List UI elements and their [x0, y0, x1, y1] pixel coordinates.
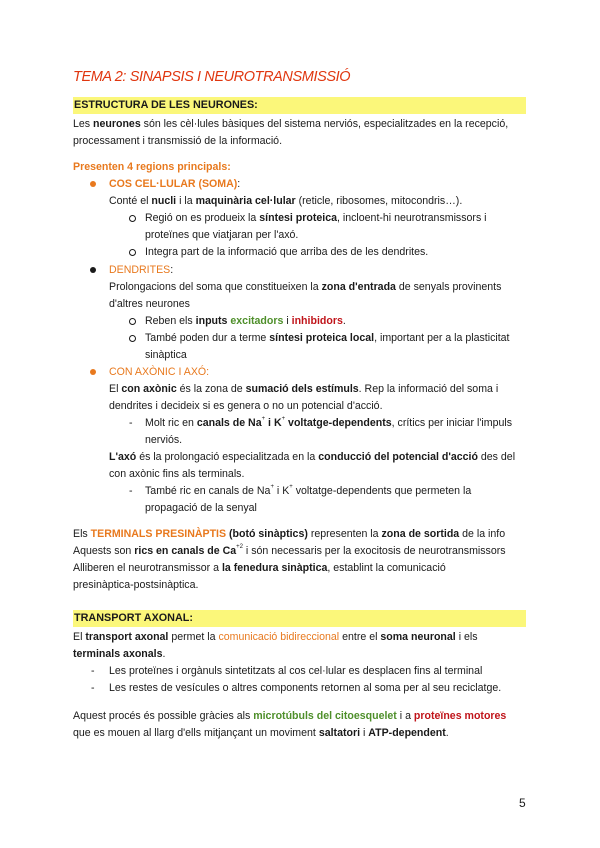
page-number: 5	[519, 796, 526, 810]
bullet-dot	[90, 369, 96, 375]
terminals-line-1: Els TERMINALS PRESINÀPTIS (botó sinàptics) representen la zona de sortida de la info	[73, 528, 506, 540]
axon-dash-2-cont: propagació de la senyal	[145, 502, 257, 514]
axon-line-2: dendrites i decideix si es genera o no un potencial d'acció.	[109, 400, 383, 412]
bullet-dot	[90, 181, 96, 187]
terminals-line-2: Aquests son rics en canals de $Ca^{+2}$ i són necessaris per la exocitosis de neurotransmissors	[73, 544, 506, 557]
section-heading-transport: TRANSPORT AXONAL:	[73, 610, 526, 627]
transport-line-2: terminals axonals.	[73, 648, 166, 660]
soma-line-1: Conté el nucli i la maquinària cel·lular (reticle, ribosomes, mitocondris…).	[109, 195, 463, 207]
axon-line-1: El con axònic és la zona de sumació dels estímuls. Rep la informació del soma i	[109, 383, 499, 395]
transport-line-3: Aquest procés és possible gràcies als microtúbuls del citoesquelet i a proteïnes motores	[73, 710, 507, 722]
terminals-line-4: presinàptica-postsinàptica.	[73, 579, 199, 591]
intro-line-2: processament i transmissió de la informació.	[73, 135, 283, 147]
section-heading-structure: ESTRUCTURA DE LES NEURONES:	[73, 97, 526, 114]
regions-heading: Presenten 4 regions principals:	[73, 161, 231, 173]
sub-bullet-circle	[129, 215, 136, 222]
dendrites-line-1: Prolongacions del soma que constitueixen la zona d'entrada de senyals provinents	[109, 281, 502, 293]
terminals-line-3: Alliberen el neurotransmissor a la fenedura sinàptica, establint la comunicació	[73, 562, 446, 574]
sub-bullet-circle	[129, 318, 136, 325]
dendrites-line-2: d'altres neurones	[109, 298, 190, 310]
sub-bullet-circle	[129, 335, 136, 342]
page-title: TEMA 2: SINAPSIS I NEUROTRANSMISSIÓ	[73, 69, 351, 85]
transport-line-4: que es mouen al llarg d'ells mitjançant un moviment saltatori i ATP-dependent.	[73, 727, 449, 739]
axon-dash-1-cont: nerviós.	[145, 434, 183, 446]
axon-line-4: con axònic fins als terminals.	[109, 468, 245, 480]
intro-line-1: Les neurones són les cèl·lules bàsiques del sistema nerviós, especialitzades en la recepció,	[73, 118, 509, 130]
axon-line-3: L'axó és la prolongació especialitzada en la conducció del potencial d'acció des del	[109, 451, 516, 463]
transport-line-1: El transport axonal permet la comunicació bidireccional entre el soma neuronal i els	[73, 631, 478, 643]
soma-sub-1-cont: proteïnes que viatjaran per l'axó.	[145, 229, 299, 241]
dendrites-sub-2-cont: sinàptica	[145, 349, 187, 361]
sub-bullet-circle	[129, 249, 136, 256]
bullet-dot	[90, 267, 96, 273]
